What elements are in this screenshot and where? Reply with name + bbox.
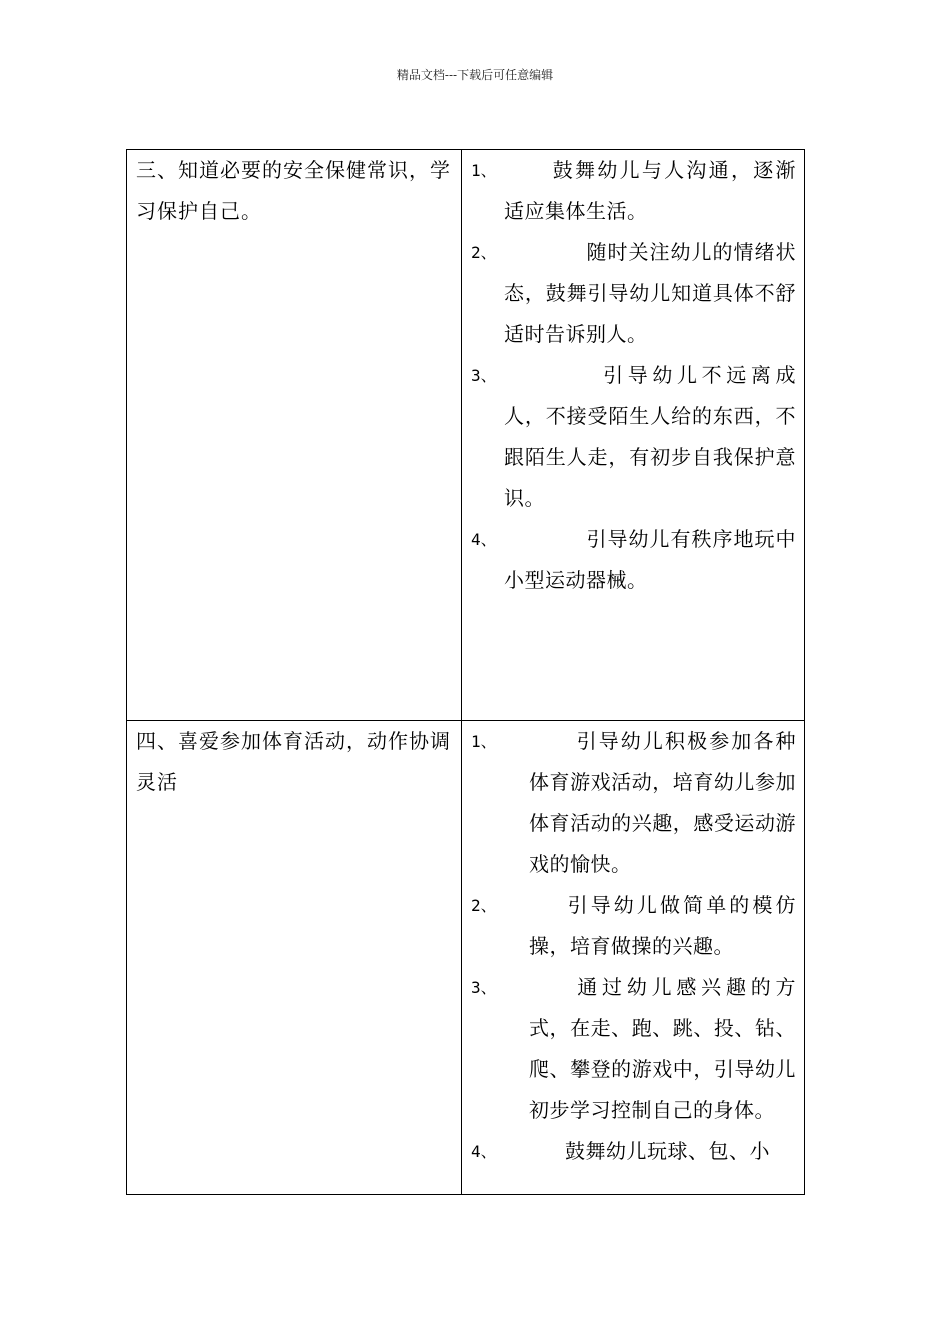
item-number: 4、: [471, 1142, 497, 1161]
item-text: 引导幼儿有秩序地玩中小型运动器械。: [504, 527, 796, 592]
item-number: 1、: [471, 732, 497, 751]
item-text: 通过幼儿感兴趣的方式，在走、跑、跳、投、钻、爬、攀登的游戏中，引导幼儿初步学习控制自己的身体。: [529, 975, 796, 1122]
item-text: 随时关注幼儿的情绪状态，鼓舞引导幼儿知道具体不舒适时告诉别人。: [504, 240, 796, 346]
goal-cell: [127, 721, 462, 1195]
measure-list: [471, 721, 796, 1172]
item-number: 2、: [471, 243, 497, 262]
table-row: [127, 150, 805, 721]
item-text: 鼓舞幼儿与人沟通，逐渐适应集体生活。: [504, 158, 796, 223]
page-header: 精品文档---下载后可任意编辑: [396, 68, 554, 82]
item-text: 引导幼儿积极参加各种体育游戏活动，培育幼儿参加体育活动的兴趣，感受运动游戏的愉快。: [529, 729, 796, 876]
list-item: [471, 150, 796, 232]
goal-cell: [127, 150, 462, 721]
item-text: 鼓舞幼儿玩球、包、小: [565, 1139, 770, 1163]
content-table: [126, 149, 805, 1195]
measure-list: [471, 150, 796, 601]
item-number: 3、: [471, 978, 497, 997]
table-row: [127, 721, 805, 1195]
list-item: [471, 355, 796, 519]
goal-text: 三、知道必要的安全保健常识，学习保护自己。: [136, 158, 451, 223]
item-number: 4、: [471, 530, 497, 549]
measures-cell: [462, 721, 805, 1195]
list-item: [471, 885, 796, 967]
list-item: [471, 232, 796, 355]
item-number: 3、: [471, 366, 497, 385]
list-item: [471, 519, 796, 601]
list-item: [471, 967, 796, 1131]
goal-text: 四、喜爱参加体育活动，动作协调灵活: [136, 729, 451, 794]
list-item: [471, 721, 796, 885]
item-text: 引导幼儿不远离成人，不接受陌生人给的东西，不跟陌生人走，有初步自我保护意识。: [504, 363, 796, 510]
item-number: 2、: [471, 896, 497, 915]
item-text: 引导幼儿做简单的模仿操，培育做操的兴趣。: [529, 893, 796, 958]
list-item: [471, 1131, 796, 1172]
item-number: 1、: [471, 161, 497, 180]
measures-cell: [462, 150, 805, 721]
